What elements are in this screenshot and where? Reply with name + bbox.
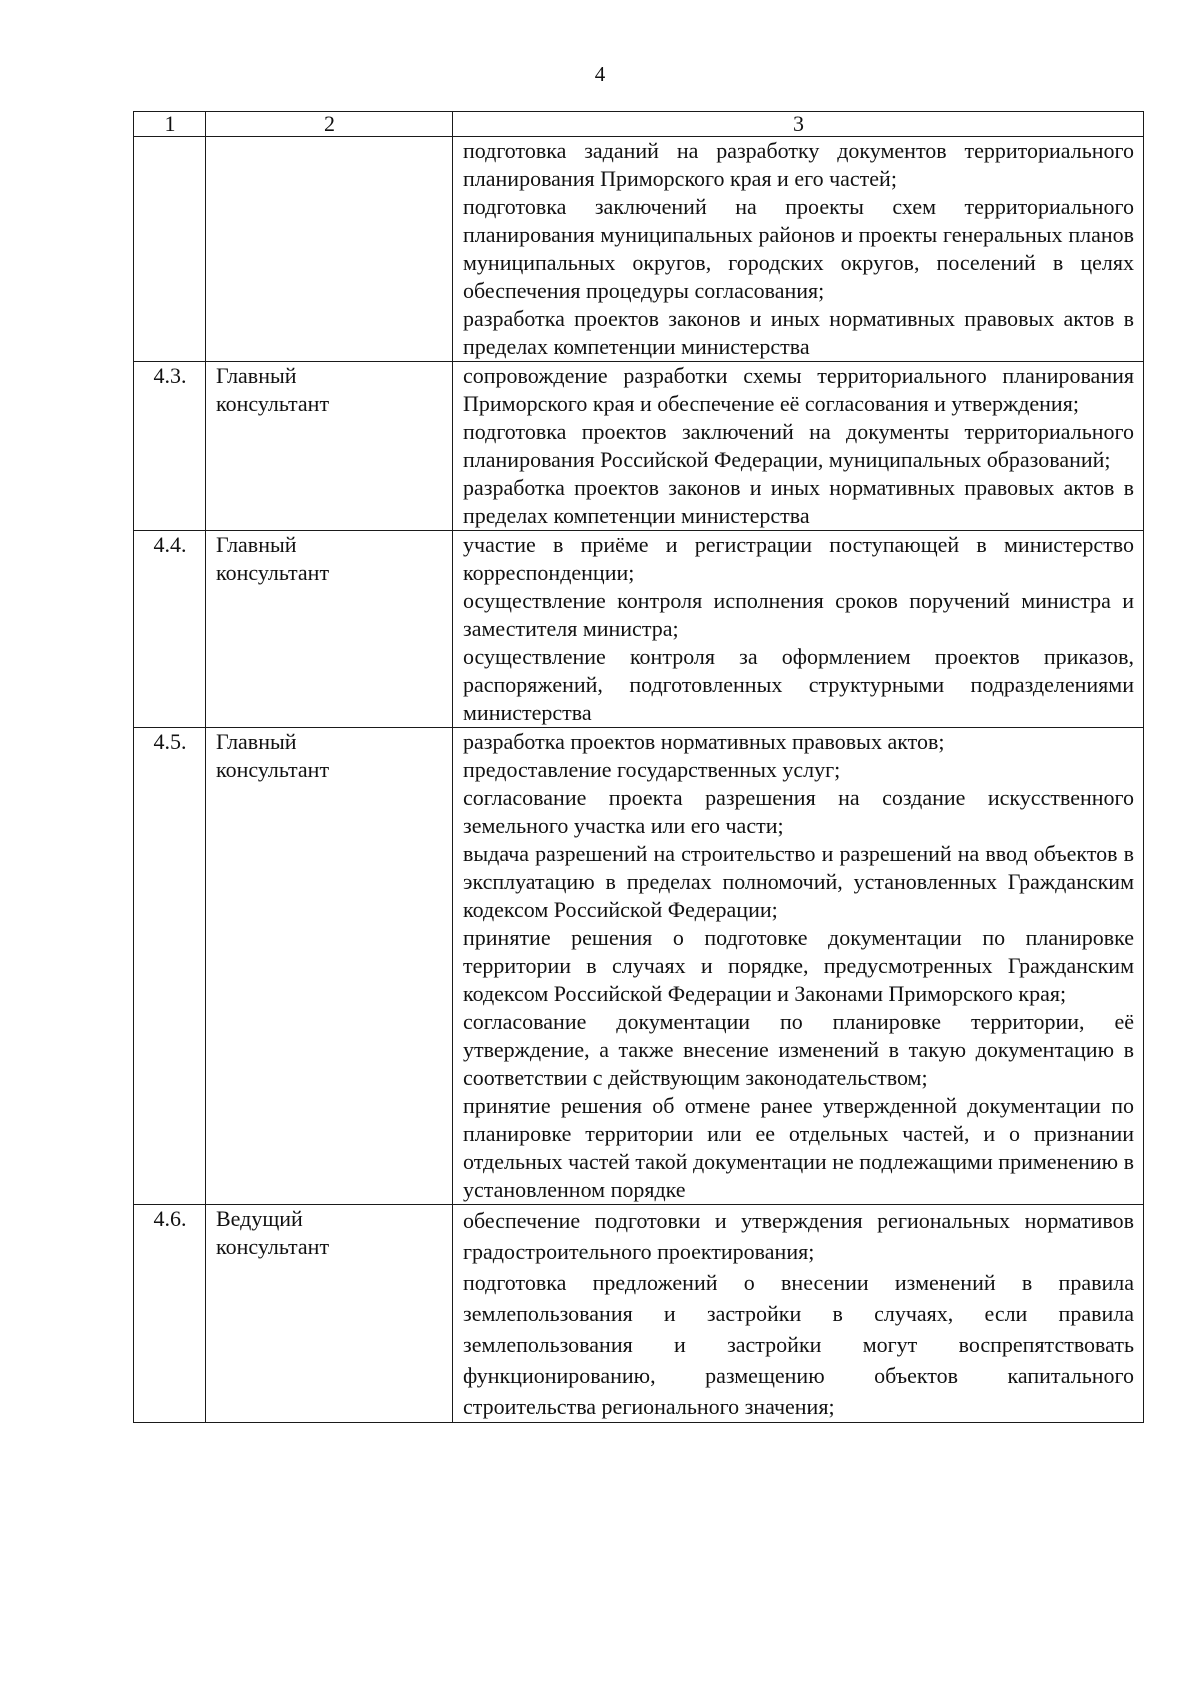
table-row <box>134 531 1144 728</box>
duty-item: осуществление контроля исполнения сроков поручений министра и заместителя министра; <box>463 588 1134 641</box>
duty-item: участие в приёме и регистрации поступающей в министерство корреспонденции; <box>463 532 1134 585</box>
duty-item: разработка проектов законов и иных нормативных правовых актов в пределах компетенции министерства <box>463 475 1134 528</box>
position-line: консультант <box>216 391 330 416</box>
duties-cell <box>453 137 1144 362</box>
duty-item: подготовка проектов заключений на документы территориального планирования Российской Федерации, муниципальных образований; <box>463 419 1134 472</box>
row-number: 4.5. <box>134 728 206 1205</box>
position-line: консультант <box>216 560 330 585</box>
duties-cell <box>453 1205 1144 1423</box>
duty-item: осуществление контроля за оформлением проектов приказов, распоряжений, подготовленных структурными подразделениями министерства <box>463 644 1134 725</box>
table-row <box>134 728 1144 1205</box>
duty-item: подготовка предложений о внесении изменений в правила землепользования и застройки в случаях, если правила землепользования и застройки могут воспрепятствовать функционированию, размещению объектов капитального строительства регионального значения; <box>463 1270 1134 1419</box>
duty-item: подготовка заданий на разработку документов территориального планирования Приморского края и его частей; <box>463 138 1134 191</box>
column-number-1: 1 <box>134 112 206 137</box>
duties-cell <box>453 531 1144 728</box>
duty-item: выдача разрешений на строительство и разрешений на ввод объектов в эксплуатацию в пределах полномочий, установленных Гражданским кодексом Российской Федерации; <box>463 841 1134 922</box>
duty-item: разработка проектов нормативных правовых актов; <box>463 729 945 754</box>
duties-cell <box>453 728 1144 1205</box>
duty-item: согласование документации по планировке территории, её утверждение, а также внесение изменений в такую документацию в соответствии с действующим законодательством; <box>463 1009 1134 1090</box>
duties-cell <box>453 362 1144 531</box>
duties-table <box>133 111 1144 1423</box>
position-title <box>206 728 453 1205</box>
duty-item: принятие решения об отмене ранее утвержденной документации по планировке территории или ее отдельных частей, и о признании отдельных частей такой документации не подлежащими применению в установленном порядке <box>463 1093 1134 1202</box>
table-row <box>134 362 1144 531</box>
table-row <box>134 1205 1144 1423</box>
duty-item: согласование проекта разрешения на создание искусственного земельного участка или его части; <box>463 785 1134 838</box>
duty-item: принятие решения о подготовке документации по планировке территории в случаях и порядке, предусмотренных Гражданским кодексом Российской Федерации и Законами Приморского края; <box>463 925 1134 1006</box>
column-number-2: 2 <box>206 112 453 137</box>
position-line: консультант <box>216 1234 330 1259</box>
row-number <box>134 137 206 362</box>
position-line: консультант <box>216 757 330 782</box>
duty-item: разработка проектов законов и иных нормативных правовых актов в пределах компетенции министерства <box>463 306 1134 359</box>
position-title <box>206 531 453 728</box>
position-line: Главный <box>216 729 297 754</box>
position-title <box>206 362 453 531</box>
row-number: 4.3. <box>134 362 206 531</box>
column-number-3: 3 <box>453 112 1144 137</box>
position-title <box>206 1205 453 1423</box>
table-row <box>134 137 1144 362</box>
duty-item: предоставление государственных услуг; <box>463 757 841 782</box>
position-line: Главный <box>216 363 297 388</box>
row-number: 4.4. <box>134 531 206 728</box>
duty-item: обеспечение подготовки и утверждения региональных нормативов градостроительного проектирования; <box>463 1208 1134 1264</box>
table-header-row <box>134 112 1144 137</box>
duty-item: подготовка заключений на проекты схем территориального планирования муниципальных районов и проекты генеральных планов муниципальных округов, городских округов, поселений в целях обеспечения процедуры согласования; <box>463 194 1134 303</box>
position-line: Ведущий <box>216 1206 303 1231</box>
position-line: Главный <box>216 532 297 557</box>
page-number: 4 <box>594 62 606 86</box>
row-number: 4.6. <box>134 1205 206 1423</box>
position-title <box>206 137 453 362</box>
duty-item: сопровождение разработки схемы территориального планирования Приморского края и обеспечение её согласования и утверждения; <box>463 363 1134 416</box>
